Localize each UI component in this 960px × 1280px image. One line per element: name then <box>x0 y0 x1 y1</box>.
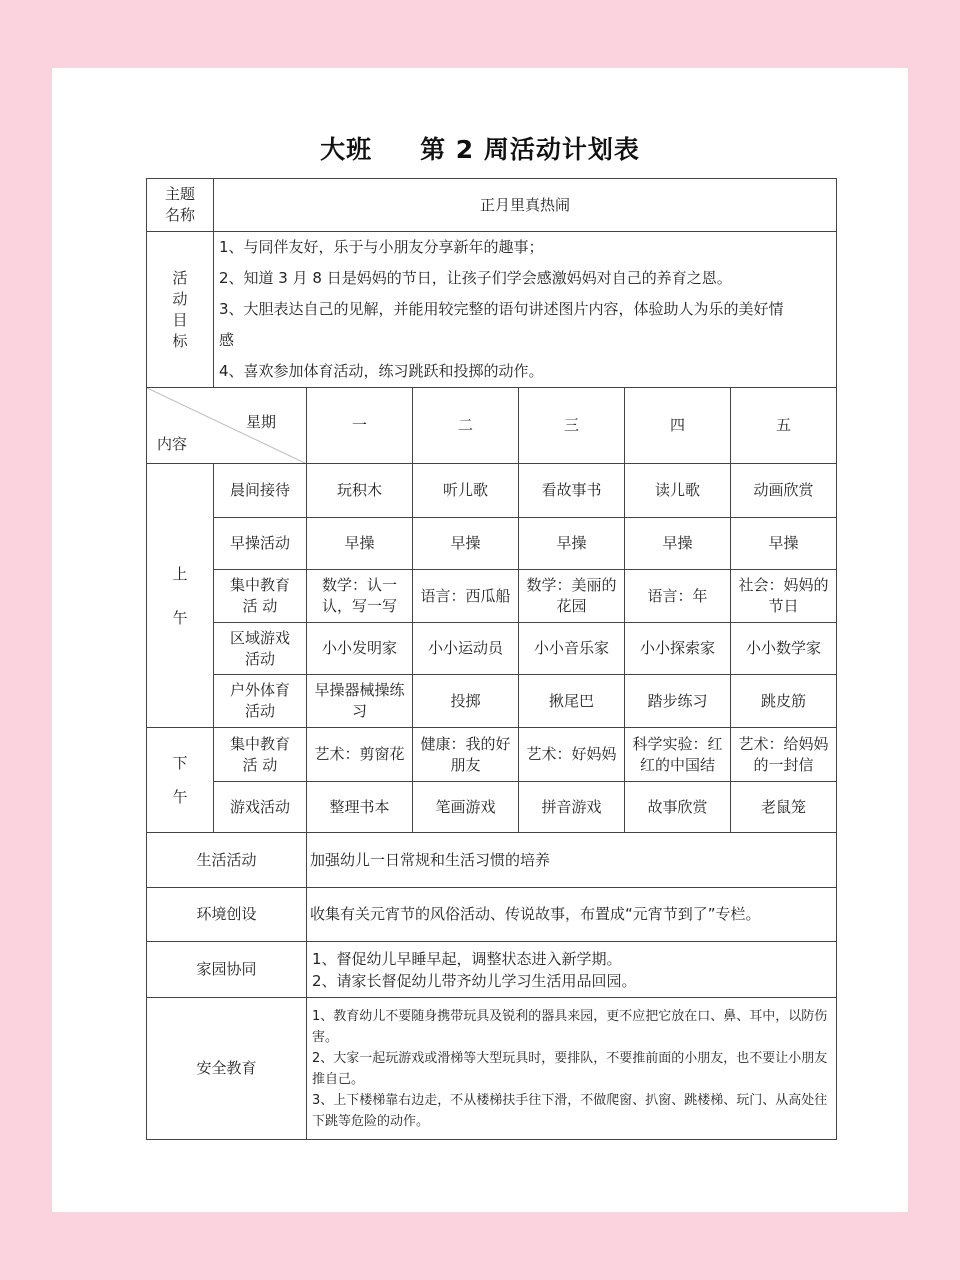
table-cell: 踏步练习 <box>625 675 731 728</box>
safety-label: 安全教育 <box>147 998 307 1140</box>
row-label: 游戏活动 <box>214 782 307 833</box>
table-cell: 早操 <box>307 518 413 570</box>
table-cell: 小小音乐家 <box>519 623 625 675</box>
weekday-label: 星期 <box>245 413 276 431</box>
table-cell: 读儿歌 <box>625 464 731 518</box>
environment-value: 收集有关元宵节的风俗活动、传说故事，布置成“元宵节到了”专栏。 <box>307 888 837 942</box>
safety-row <box>147 998 837 1140</box>
table-row <box>147 728 837 782</box>
table-cell: 投掷 <box>413 675 519 728</box>
table-cell: 小小发明家 <box>307 623 413 675</box>
class-name: 大班 <box>320 135 373 164</box>
environment-label: 环境创设 <box>147 888 307 942</box>
safety-item: 2、大家一起玩游戏或滑梯等大型玩具时，要排队，不要推前面的小朋友，也不要让小朋友推自己。 <box>312 1050 828 1087</box>
family-label: 家园协同 <box>147 942 307 998</box>
goals-row <box>147 232 837 388</box>
table-cell: 早操 <box>625 518 731 570</box>
day-header: 四 <box>625 388 731 464</box>
table-cell: 艺术：剪窗花 <box>307 728 413 782</box>
safety-list <box>307 998 837 1140</box>
table-cell: 老鼠笼 <box>731 782 837 833</box>
plan-sheet <box>52 68 908 1212</box>
goal-item: 2、知道 3 月 8 日是妈妈的节日，让孩子们学会感激妈妈对自己的养育之恩。 <box>219 269 732 287</box>
table-cell: 拼音游戏 <box>519 782 625 833</box>
goals-label: 活动目标 <box>147 232 214 388</box>
table-cell: 科学实验：红红的中国结 <box>625 728 731 782</box>
goal-item: 4、喜欢参加体育活动，练习跳跃和投掷的动作。 <box>219 362 544 380</box>
day-header: 一 <box>307 388 413 464</box>
table-cell: 故事欣赏 <box>625 782 731 833</box>
table-cell: 语言：年 <box>625 570 731 623</box>
safety-item: 3、上下楼梯靠右边走，不从楼梯扶手往下滑，不做爬窗、扒窗、跳楼梯、玩门、从高处往下跳等危险的动作。 <box>312 1092 828 1129</box>
theme-row <box>147 179 837 232</box>
row-label: 户外体育活动 <box>214 675 307 728</box>
table-cell: 艺术：给妈妈的一封信 <box>731 728 837 782</box>
table-cell: 玩积木 <box>307 464 413 518</box>
table-cell: 数学：认一认，写一写 <box>307 570 413 623</box>
theme-value: 正月里真热闹 <box>214 179 837 232</box>
table-row <box>147 464 837 518</box>
table-cell: 早操 <box>731 518 837 570</box>
content-label: 内容 <box>157 435 188 453</box>
table-cell: 小小数学家 <box>731 623 837 675</box>
life-label: 生活活动 <box>147 833 307 888</box>
weekday-header-row <box>147 388 837 464</box>
family-item: 1、督促幼儿早睡早起，调整状态进入新学期。 <box>312 949 622 968</box>
family-list <box>307 942 837 998</box>
goal-item: 1、与同伴友好，乐于与小朋友分享新年的趣事； <box>219 238 544 256</box>
table-cell: 数学：美丽的花园 <box>519 570 625 623</box>
table-cell: 社会：妈妈的节日 <box>731 570 837 623</box>
day-header: 五 <box>731 388 837 464</box>
week-title: 第 2 周活动计划表 <box>420 135 640 164</box>
table-cell: 听儿歌 <box>413 464 519 518</box>
table-cell: 早操 <box>413 518 519 570</box>
family-row <box>147 942 837 998</box>
morning-label: 上午 <box>147 464 214 728</box>
row-label: 晨间接待 <box>214 464 307 518</box>
environment-row <box>147 888 837 942</box>
table-cell: 揪尾巴 <box>519 675 625 728</box>
table-cell: 笔画游戏 <box>413 782 519 833</box>
header-diagonal-cell <box>147 388 307 464</box>
afternoon-label: 下午 <box>147 728 214 833</box>
activity-plan-table <box>146 178 837 1140</box>
row-label: 区域游戏活动 <box>214 623 307 675</box>
table-cell: 整理书本 <box>307 782 413 833</box>
table-row <box>147 570 837 623</box>
day-header: 二 <box>413 388 519 464</box>
theme-label: 主题名称 <box>147 179 214 232</box>
table-cell: 语言：西瓜船 <box>413 570 519 623</box>
goal-item: 3、大胆表达自己的见解，并能用较完整的语句讲述图片内容，体验助人为乐的美好情 <box>219 300 784 318</box>
safety-item: 1、教育幼儿不要随身携带玩具及锐利的器具来园，更不应把它放在口、鼻、耳中，以防伤害。 <box>312 1008 828 1045</box>
row-label: 集中教育活 动 <box>214 570 307 623</box>
table-cell: 动画欣赏 <box>731 464 837 518</box>
table-cell: 小小探索家 <box>625 623 731 675</box>
table-cell: 早操器械操练习 <box>307 675 413 728</box>
table-row <box>147 623 837 675</box>
life-row <box>147 833 837 888</box>
table-cell: 艺术：好妈妈 <box>519 728 625 782</box>
table-row <box>147 518 837 570</box>
table-cell: 小小运动员 <box>413 623 519 675</box>
table-cell: 看故事书 <box>519 464 625 518</box>
family-item: 2、请家长督促幼儿带齐幼儿学习生活用品回园。 <box>312 971 637 990</box>
table-cell: 跳皮筋 <box>731 675 837 728</box>
table-cell: 健康：我的好朋友 <box>413 728 519 782</box>
row-label: 集中教育活 动 <box>214 728 307 782</box>
page-title <box>52 130 908 166</box>
table-row <box>147 782 837 833</box>
row-label: 早操活动 <box>214 518 307 570</box>
day-header: 三 <box>519 388 625 464</box>
life-value: 加强幼儿一日常规和生活习惯的培养 <box>307 833 837 888</box>
table-cell: 早操 <box>519 518 625 570</box>
goals-list <box>214 232 837 388</box>
table-row <box>147 675 837 728</box>
goal-item: 感 <box>219 331 235 349</box>
